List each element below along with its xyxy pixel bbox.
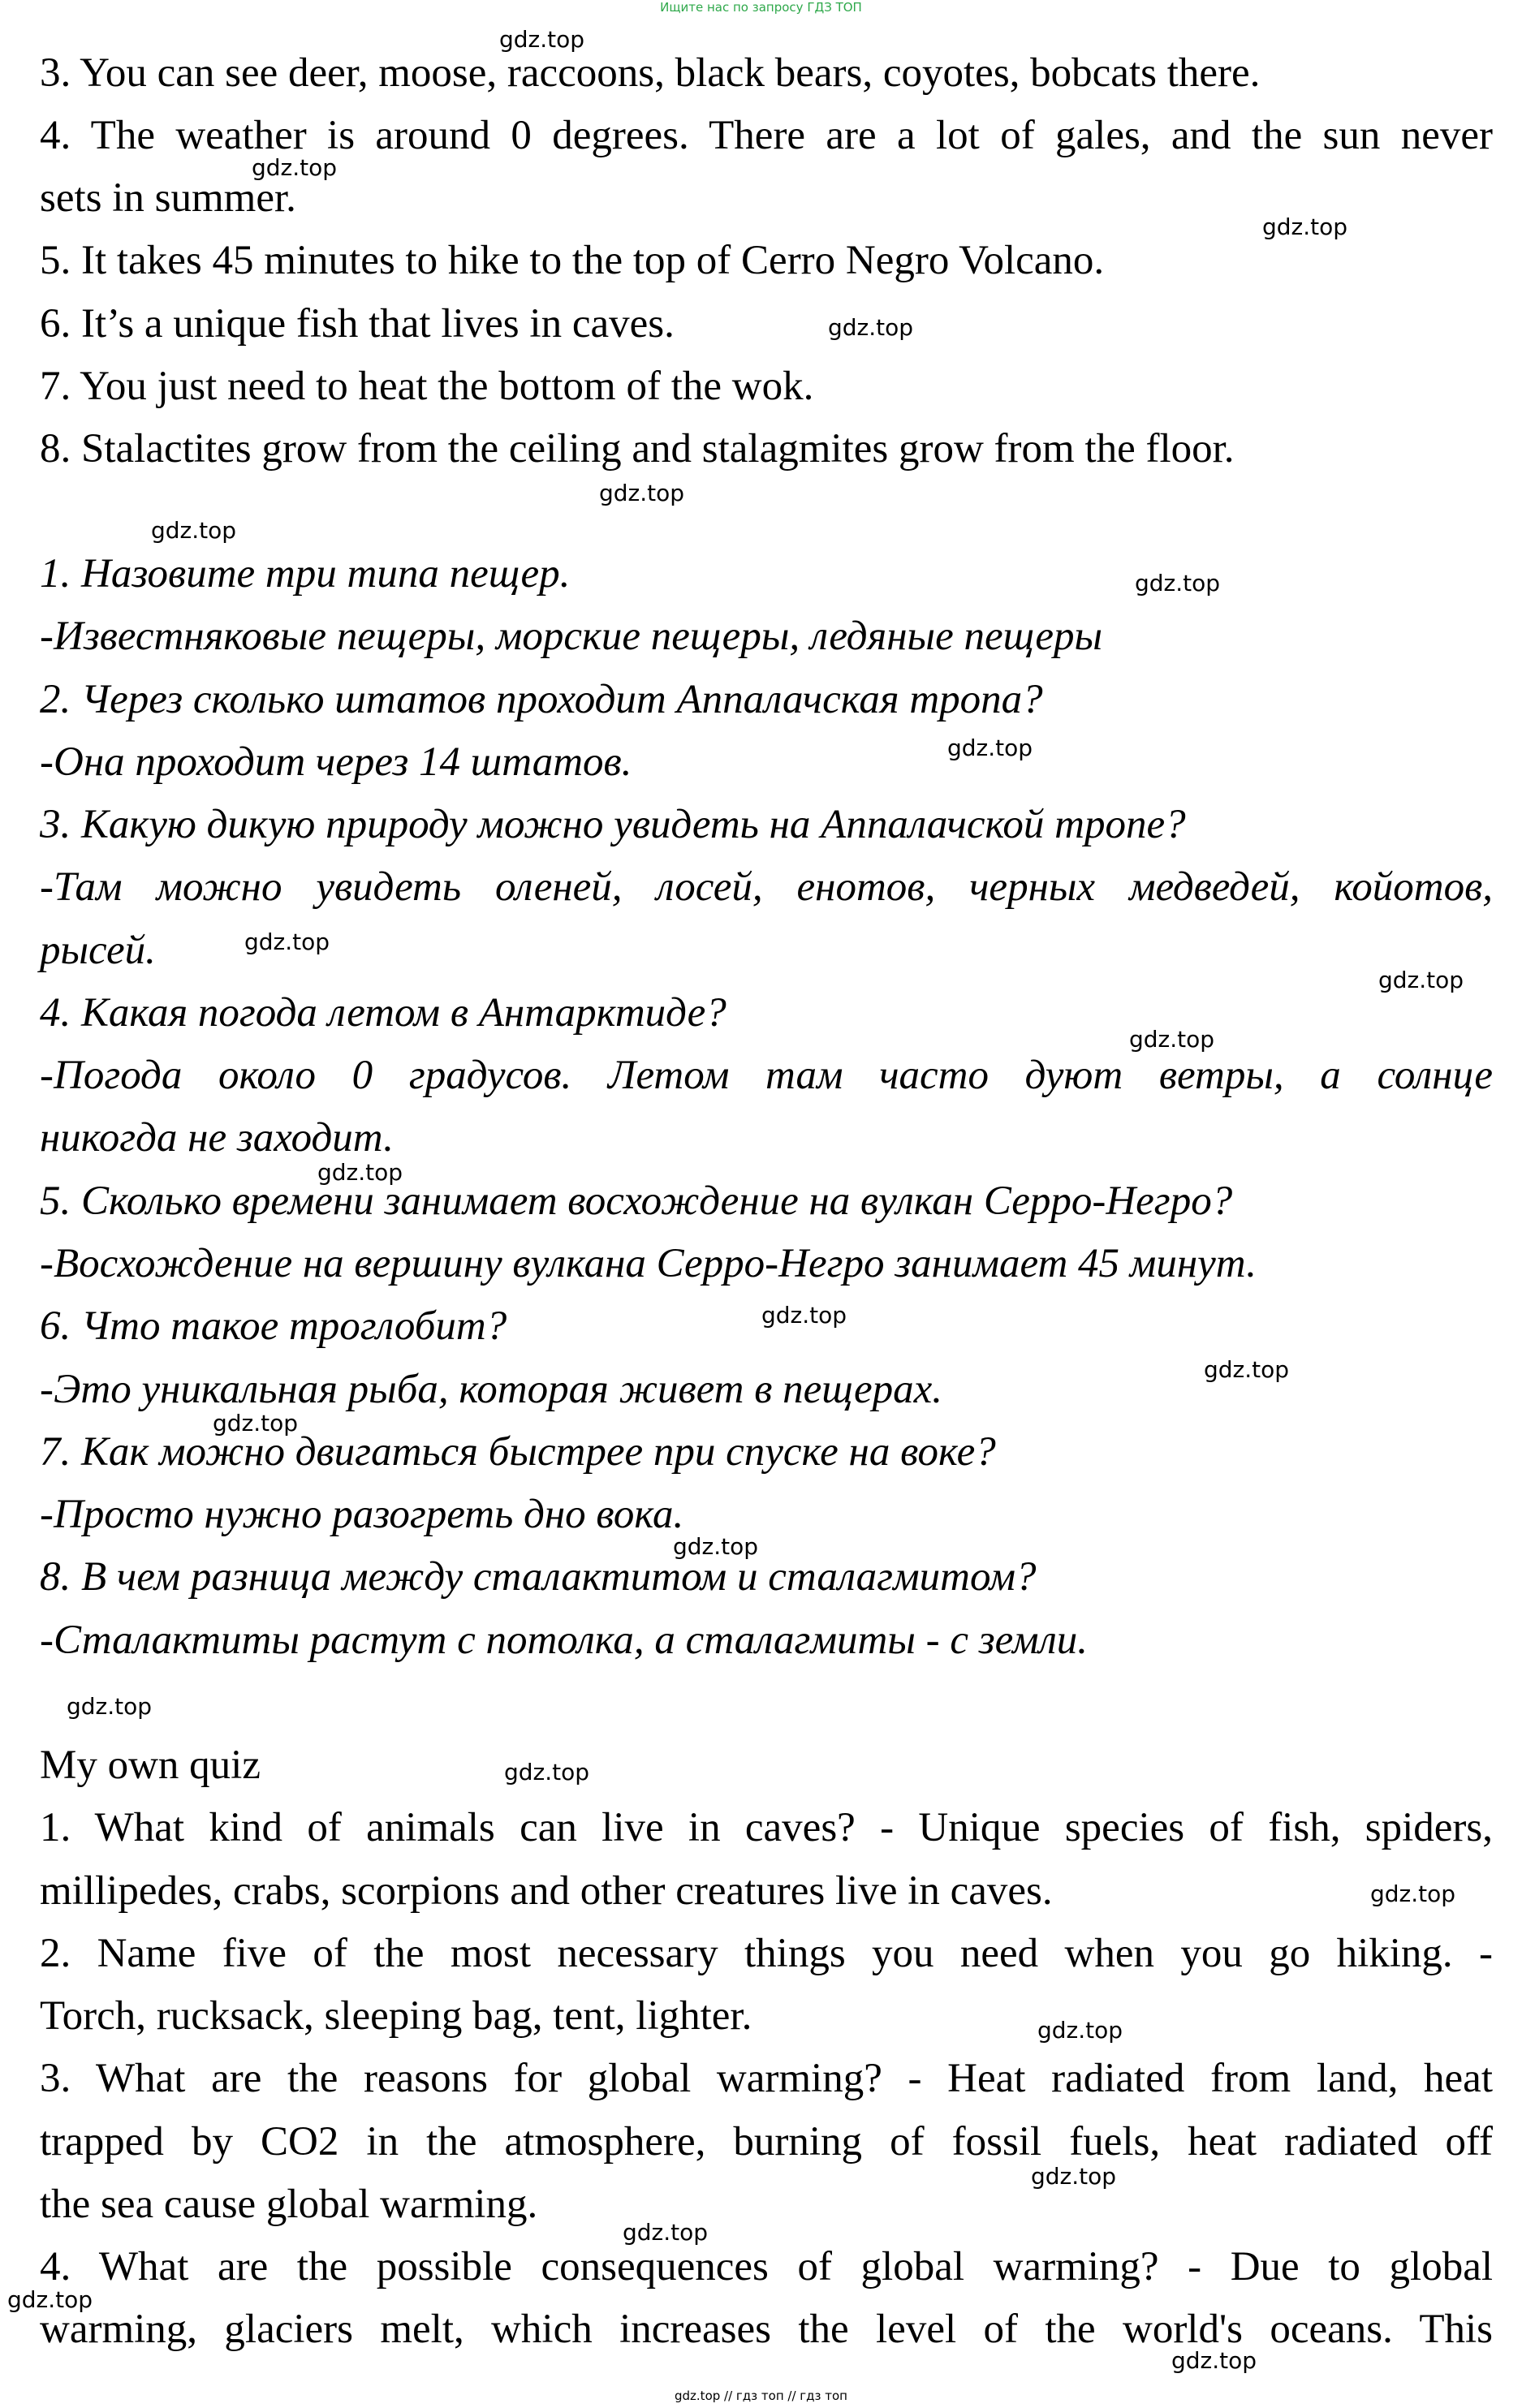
watermark: gdz.top: [599, 480, 685, 506]
footer: gdz.top // гдз топ // гдз топ: [675, 2389, 847, 2403]
english-answer-line: 6. It’s a unique fish that lives in caves.: [40, 301, 675, 347]
quiz-title: My own quiz: [40, 1742, 261, 1788]
russian-qa-line: -Известняковые пещеры, морские пещеры, ледяные пещеры: [40, 614, 1103, 659]
russian-qa-line: -Восхождение на вершину вулкана Серро-Негро занимает 45 минут.: [40, 1241, 1257, 1286]
quiz-line: warming, glaciers melt, which increases the level of the world's oceans. This: [40, 2307, 1493, 2352]
watermark: gdz.top: [1262, 213, 1348, 240]
watermark: gdz.top: [1031, 2163, 1117, 2190]
watermark: gdz.top: [947, 734, 1033, 761]
quiz-line: 2. Name five of the most necessary things you need when you go hiking. -: [40, 1931, 1493, 1976]
russian-qa-line: 5. Сколько времени занимает восхождение на вулкан Серро-Негро?: [40, 1178, 1233, 1224]
russian-qa-line: никогда не заходит.: [40, 1115, 394, 1161]
quiz-line: the sea cause global warming.: [40, 2182, 538, 2227]
russian-qa-line: -Она проходит через 14 штатов.: [40, 739, 632, 785]
russian-qa-line: 4. Какая погода летом в Антарктиде?: [40, 990, 727, 1036]
watermark: gdz.top: [499, 26, 585, 53]
watermark: gdz.top: [1171, 2347, 1257, 2374]
quiz-line: 1. What kind of animals can live in caves? - Unique species of fish, spiders,: [40, 1805, 1493, 1850]
russian-qa-line: 2. Через сколько штатов проходит Аппалачская тропа?: [40, 677, 1043, 722]
watermark: gdz.top: [504, 1759, 590, 1786]
quiz-line: millipedes, crabs, scorpions and other creatures live in caves.: [40, 1868, 1053, 1914]
russian-qa-line: -Там можно увидеть оленей, лосей, енотов, черных медведей, койотов,: [40, 864, 1493, 910]
english-answer-line: 8. Stalactites grow from the ceiling and stalagmites grow from the floor.: [40, 426, 1235, 472]
quiz-line: 3. What are the reasons for global warming? - Heat radiated from land, heat: [40, 2056, 1493, 2101]
watermark: gdz.top: [317, 1159, 403, 1186]
english-answer-line: 4. The weather is around 0 degrees. There are a lot of gales, and the sun never: [40, 113, 1493, 158]
russian-qa-line: -Погода около 0 градусов. Летом там часто дуют ветры, а солнце: [40, 1053, 1493, 1098]
watermark: gdz.top: [1135, 570, 1221, 597]
russian-qa-line: -Сталактиты растут с потолка, а сталагмиты - с земли.: [40, 1618, 1089, 1663]
english-answer-line: 3. You can see deer, moose, raccoons, black bears, coyotes, bobcats there.: [40, 50, 1261, 96]
quiz-line: trapped by CO2 in the atmosphere, burning of fossil fuels, heat radiated off: [40, 2119, 1493, 2165]
english-answer-line: sets in summer.: [40, 175, 296, 221]
watermark: gdz.top: [1370, 1880, 1456, 1907]
watermark: gdz.top: [244, 928, 330, 955]
russian-qa-line: -Просто нужно разогреть дно вока.: [40, 1492, 684, 1537]
watermark: gdz.top: [673, 1533, 759, 1560]
russian-qa-line: 1. Назовите три типа пещер.: [40, 551, 571, 597]
english-answer-line: 7. You just need to heat the bottom of the wok.: [40, 364, 814, 409]
russian-qa-line: рысей.: [40, 928, 156, 973]
watermark: gdz.top: [67, 1693, 153, 1720]
quiz-line: 4. What are the possible consequences of global warming? - Due to global: [40, 2244, 1493, 2290]
watermark: gdz.top: [828, 314, 914, 341]
quiz-line: Torch, rucksack, sleeping bag, tent, lighter.: [40, 1993, 752, 2039]
top-banner: Ищите нас по запросу ГДЗ ТОП: [660, 0, 862, 15]
watermark: gdz.top: [623, 2219, 709, 2246]
watermark: gdz.top: [1204, 1356, 1290, 1383]
russian-qa-line: 7. Как можно двигаться быстрее при спуске на воке?: [40, 1429, 996, 1475]
watermark: gdz.top: [1378, 967, 1464, 993]
russian-qa-line: -Это уникальная рыба, которая живет в пещерах.: [40, 1367, 943, 1412]
russian-qa-line: 8. В чем разница между сталактитом и сталагмитом?: [40, 1554, 1037, 1600]
watermark: gdz.top: [213, 1410, 299, 1437]
english-answer-line: 5. It takes 45 minutes to hike to the top of Cerro Negro Volcano.: [40, 238, 1105, 283]
watermark: gdz.top: [761, 1302, 847, 1329]
watermark: gdz.top: [7, 2286, 93, 2313]
watermark: gdz.top: [1129, 1026, 1215, 1053]
russian-qa-line: 6. Что такое троглобит?: [40, 1303, 507, 1349]
watermark: gdz.top: [1037, 2017, 1123, 2044]
watermark: gdz.top: [151, 517, 237, 544]
watermark: gdz.top: [252, 154, 338, 181]
russian-qa-line: 3. Какую дикую природу можно увидеть на Аппалачской тропе?: [40, 802, 1186, 847]
